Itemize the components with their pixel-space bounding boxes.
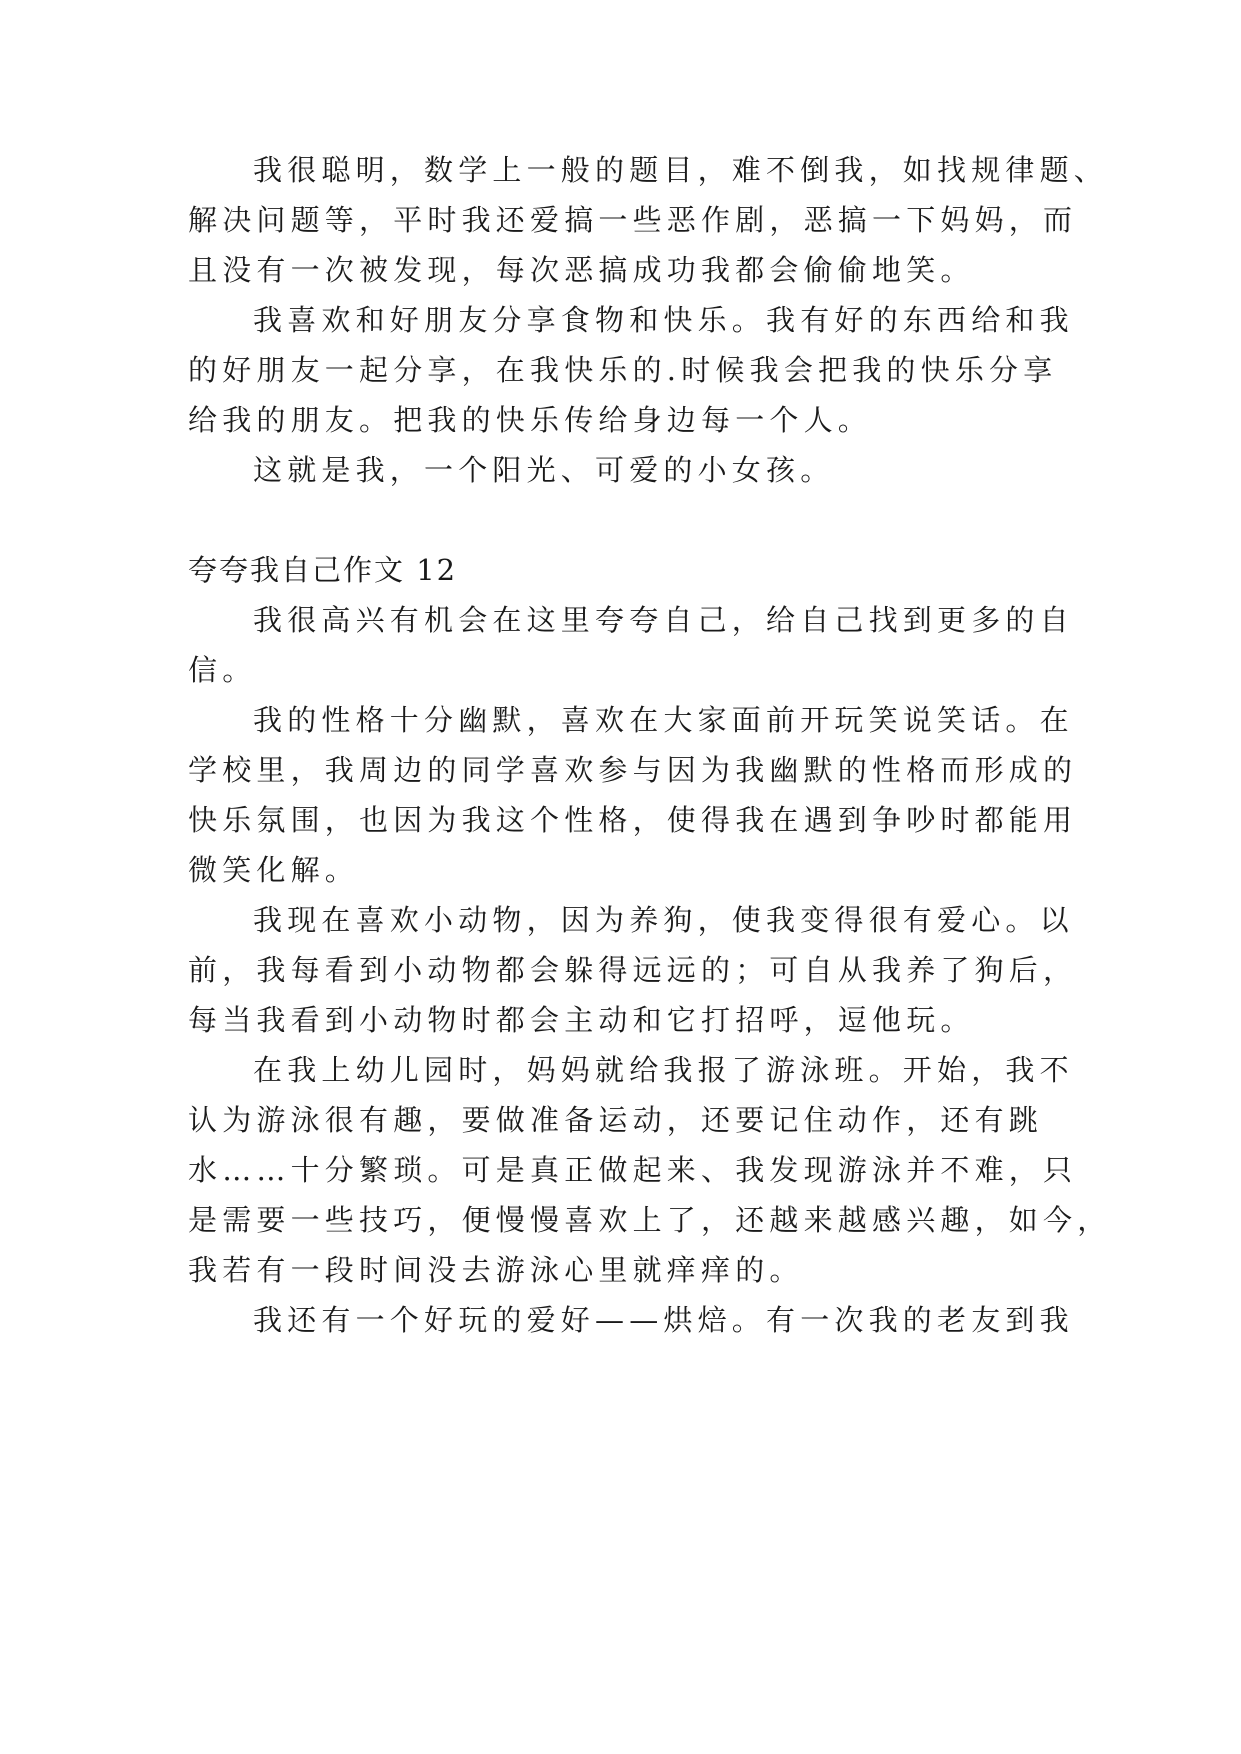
paragraph-line: 我的性格十分幽默，喜欢在大家面前开玩笑说笑话。在 (253, 703, 1074, 737)
paragraph-line: 每当我看到小动物时都会主动和它打招呼，逗他玩。 (188, 1003, 975, 1037)
paragraph-line: 我很聪明，数学上一般的题目，难不倒我，如找规律题、 (253, 153, 1109, 187)
paragraph-line: 解决问题等，平时我还爱搞一些恶作剧，恶搞一下妈妈，而 (188, 203, 1078, 237)
paragraph-line: 微笑化解。 (188, 853, 360, 887)
paragraph-line: 我很高兴有机会在这里夸夸自己，给自己找到更多的自 (253, 603, 1074, 637)
paragraph-line: 是需要一些技巧，便慢慢喜欢上了，还越来越感兴趣，如今， (188, 1203, 1112, 1237)
paragraph-line: 我喜欢和好朋友分享食物和快乐。我有好的东西给和我 (253, 303, 1074, 337)
paragraph-line: 学校里，我周边的同学喜欢参与因为我幽默的性格而形成的 (188, 753, 1078, 787)
paragraph-line: 在我上幼儿园时，妈妈就给我报了游泳班。开始，我不 (253, 1053, 1074, 1087)
paragraph-line: 的好朋友一起分享，在我快乐的.时候我会把我的快乐分享 (188, 353, 1058, 387)
section-heading: 夸夸我自己作文 12 (188, 553, 458, 587)
paragraph-line: 前，我每看到小动物都会躲得远远的；可自从我养了狗后， (188, 953, 1078, 987)
paragraph-line: 我若有一段时间没去游泳心里就痒痒的。 (188, 1253, 804, 1287)
paragraph-line: 我还有一个好玩的爱好——烘焙。有一次我的老友到我 (253, 1303, 1074, 1337)
paragraph-line: 给我的朋友。把我的快乐传给身边每一个人。 (188, 403, 873, 437)
paragraph-line: 信。 (188, 653, 257, 687)
paragraph-line: 我现在喜欢小动物，因为养狗，使我变得很有爱心。以 (253, 903, 1074, 937)
paragraph-line: 且没有一次被发现，每次恶搞成功我都会偷偷地笑。 (188, 253, 975, 287)
paragraph-line: 水……十分繁琐。可是真正做起来、我发现游泳并不难，只 (188, 1153, 1078, 1187)
paragraph-line: 快乐氛围，也因为我这个性格，使得我在遇到争吵时都能用 (188, 803, 1078, 837)
paragraph-line: 这就是我，一个阳光、可爱的小女孩。 (253, 453, 835, 487)
paragraph-line: 认为游泳很有趣，要做准备运动，还要记住动作，还有跳 (188, 1103, 1044, 1137)
